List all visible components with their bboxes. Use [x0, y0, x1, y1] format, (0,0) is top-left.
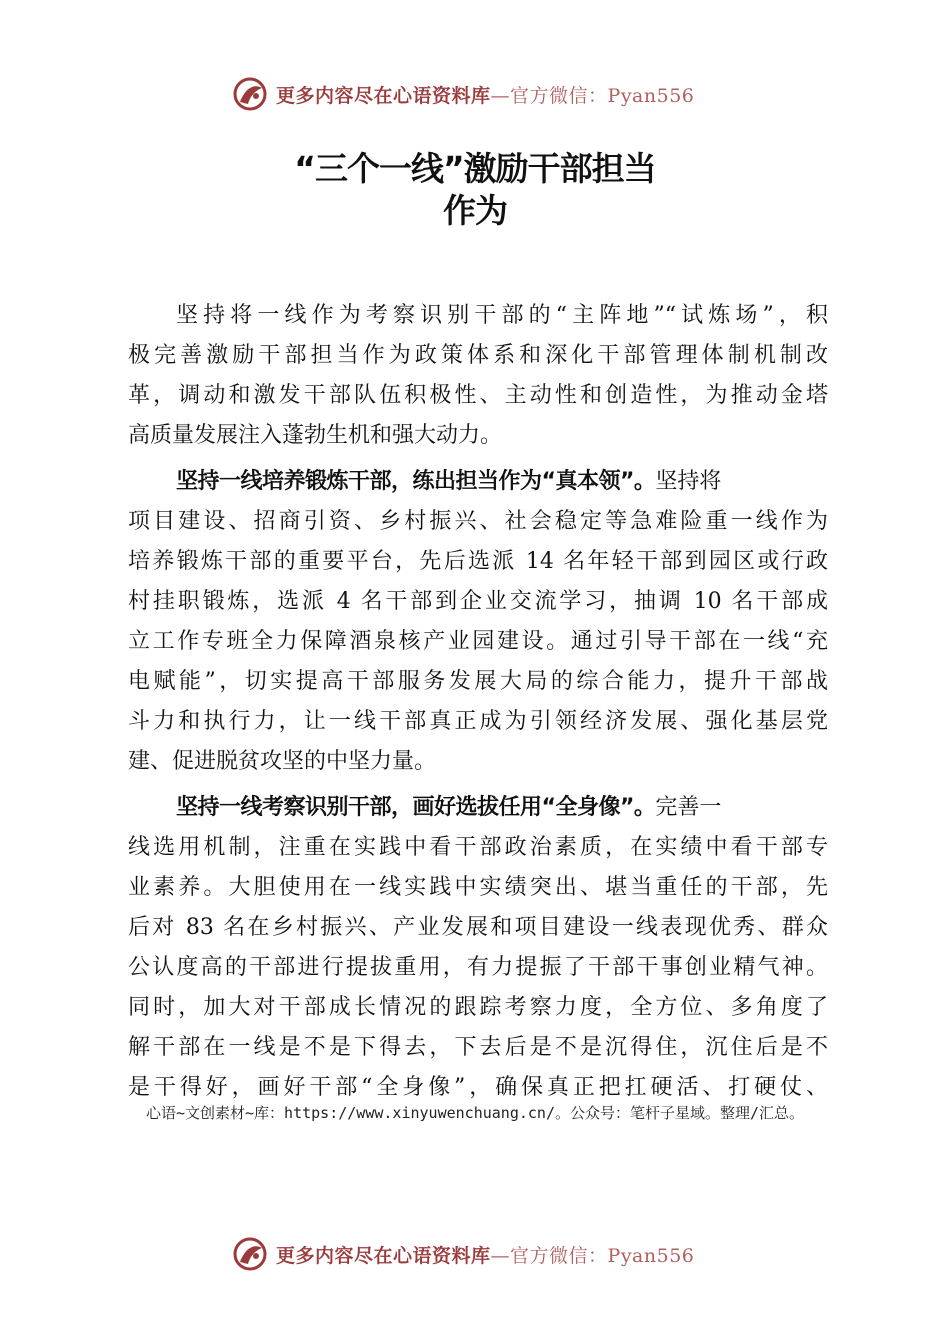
text-line: 坚持将一线作为考察识别干部的“主阵地”“试炼场”，积 — [176, 303, 828, 328]
source-note: 心语~文创素材~库：https://www.xinyuwenchuang.cn/。公众号：笔杆子星域。整理/汇总。 — [145, 1104, 805, 1122]
text-line: 立工作专班全力保障酒泉核产业园建设。通过引导干部在一线“充 — [128, 629, 828, 654]
text-line: 建、促进脱贫攻坚的中坚力量。 — [128, 749, 437, 774]
header-banner — [0, 72, 950, 116]
banner-text: 更多内容尽在心语资料库—官方微信：Pyan556 — [276, 1244, 695, 1267]
paragraph-3 — [128, 788, 828, 1108]
text-line: 高质量发展注入蓬勃生机和强大动力。 — [128, 423, 503, 448]
text-line: 电赋能”，切实提高干部服务发展大局的综合能力，提升干部战 — [128, 669, 828, 694]
document-body — [128, 296, 828, 1108]
text-line: 解干部在一线是不是下得去，下去后是不是沉得住，沉住后是不 — [128, 1035, 828, 1060]
footer-banner — [0, 1232, 950, 1276]
text-line: 后对 83 名在乡村振兴、产业发展和项目建设一线表现优秀、群众 — [128, 915, 828, 940]
text-line: 同时，加大对干部成长情况的跟踪考察力度，全方位、多角度了 — [128, 995, 828, 1020]
text-line: 是干得好，画好干部“全身像”，确保真正把扛硬活、打硬仗、 — [128, 1075, 828, 1100]
text-line: 极完善激励干部担当作为政策体系和深化干部管理体制机制改 — [128, 343, 828, 368]
paragraph-lead: 坚持一线培养锻炼干部，练出担当作为“真本领”。 — [176, 469, 656, 494]
text-line: 公认度高的干部进行提拔重用，有力提振了干部干事创业精气神。 — [128, 955, 828, 980]
text-line: 培养锻炼干部的重要平台，先后选派 14 名年轻干部到园区或行政 — [128, 549, 828, 574]
text-line: 线选用机制，注重在实践中看干部政治素质，在实绩中看干部专 — [128, 835, 828, 860]
text-line: 斗力和执行力，让一线干部真正成为引领经济发展、强化基层党 — [128, 709, 828, 734]
text-line: 项目建设、招商引资、乡村振兴、社会稳定等急难险重一线作为 — [128, 509, 828, 534]
banner-text: 更多内容尽在心语资料库—官方微信：Pyan556 — [276, 84, 695, 107]
paragraph-lead: 坚持一线考察识别干部，画好选拔任用“全身像”。 — [176, 795, 656, 820]
paragraph-1 — [128, 296, 828, 456]
text-line: 村挂职锻炼，选派 4 名干部到企业交流学习，抽调 10 名干部成 — [128, 589, 828, 614]
brand-logo-icon — [230, 1234, 270, 1274]
text-line: 坚持一线培养锻炼干部，练出担当作为“真本领”。坚持将 — [176, 469, 722, 494]
paragraph-2 — [128, 462, 828, 782]
document-title — [0, 148, 950, 232]
title-line-1: “三个一线”激励干部担当 — [294, 149, 656, 188]
text-line: 业素养。大胆使用在一线实践中实绩突出、堪当重任的干部，先 — [128, 875, 828, 900]
title-line-2: 作为 — [443, 191, 507, 230]
text-line: 坚持一线考察识别干部，画好选拔任用“全身像”。完善一 — [176, 795, 722, 820]
brand-logo-icon — [230, 74, 270, 114]
text-line: 革，调动和激发干部队伍积极性、主动性和创造性，为推动金塔 — [128, 383, 828, 408]
